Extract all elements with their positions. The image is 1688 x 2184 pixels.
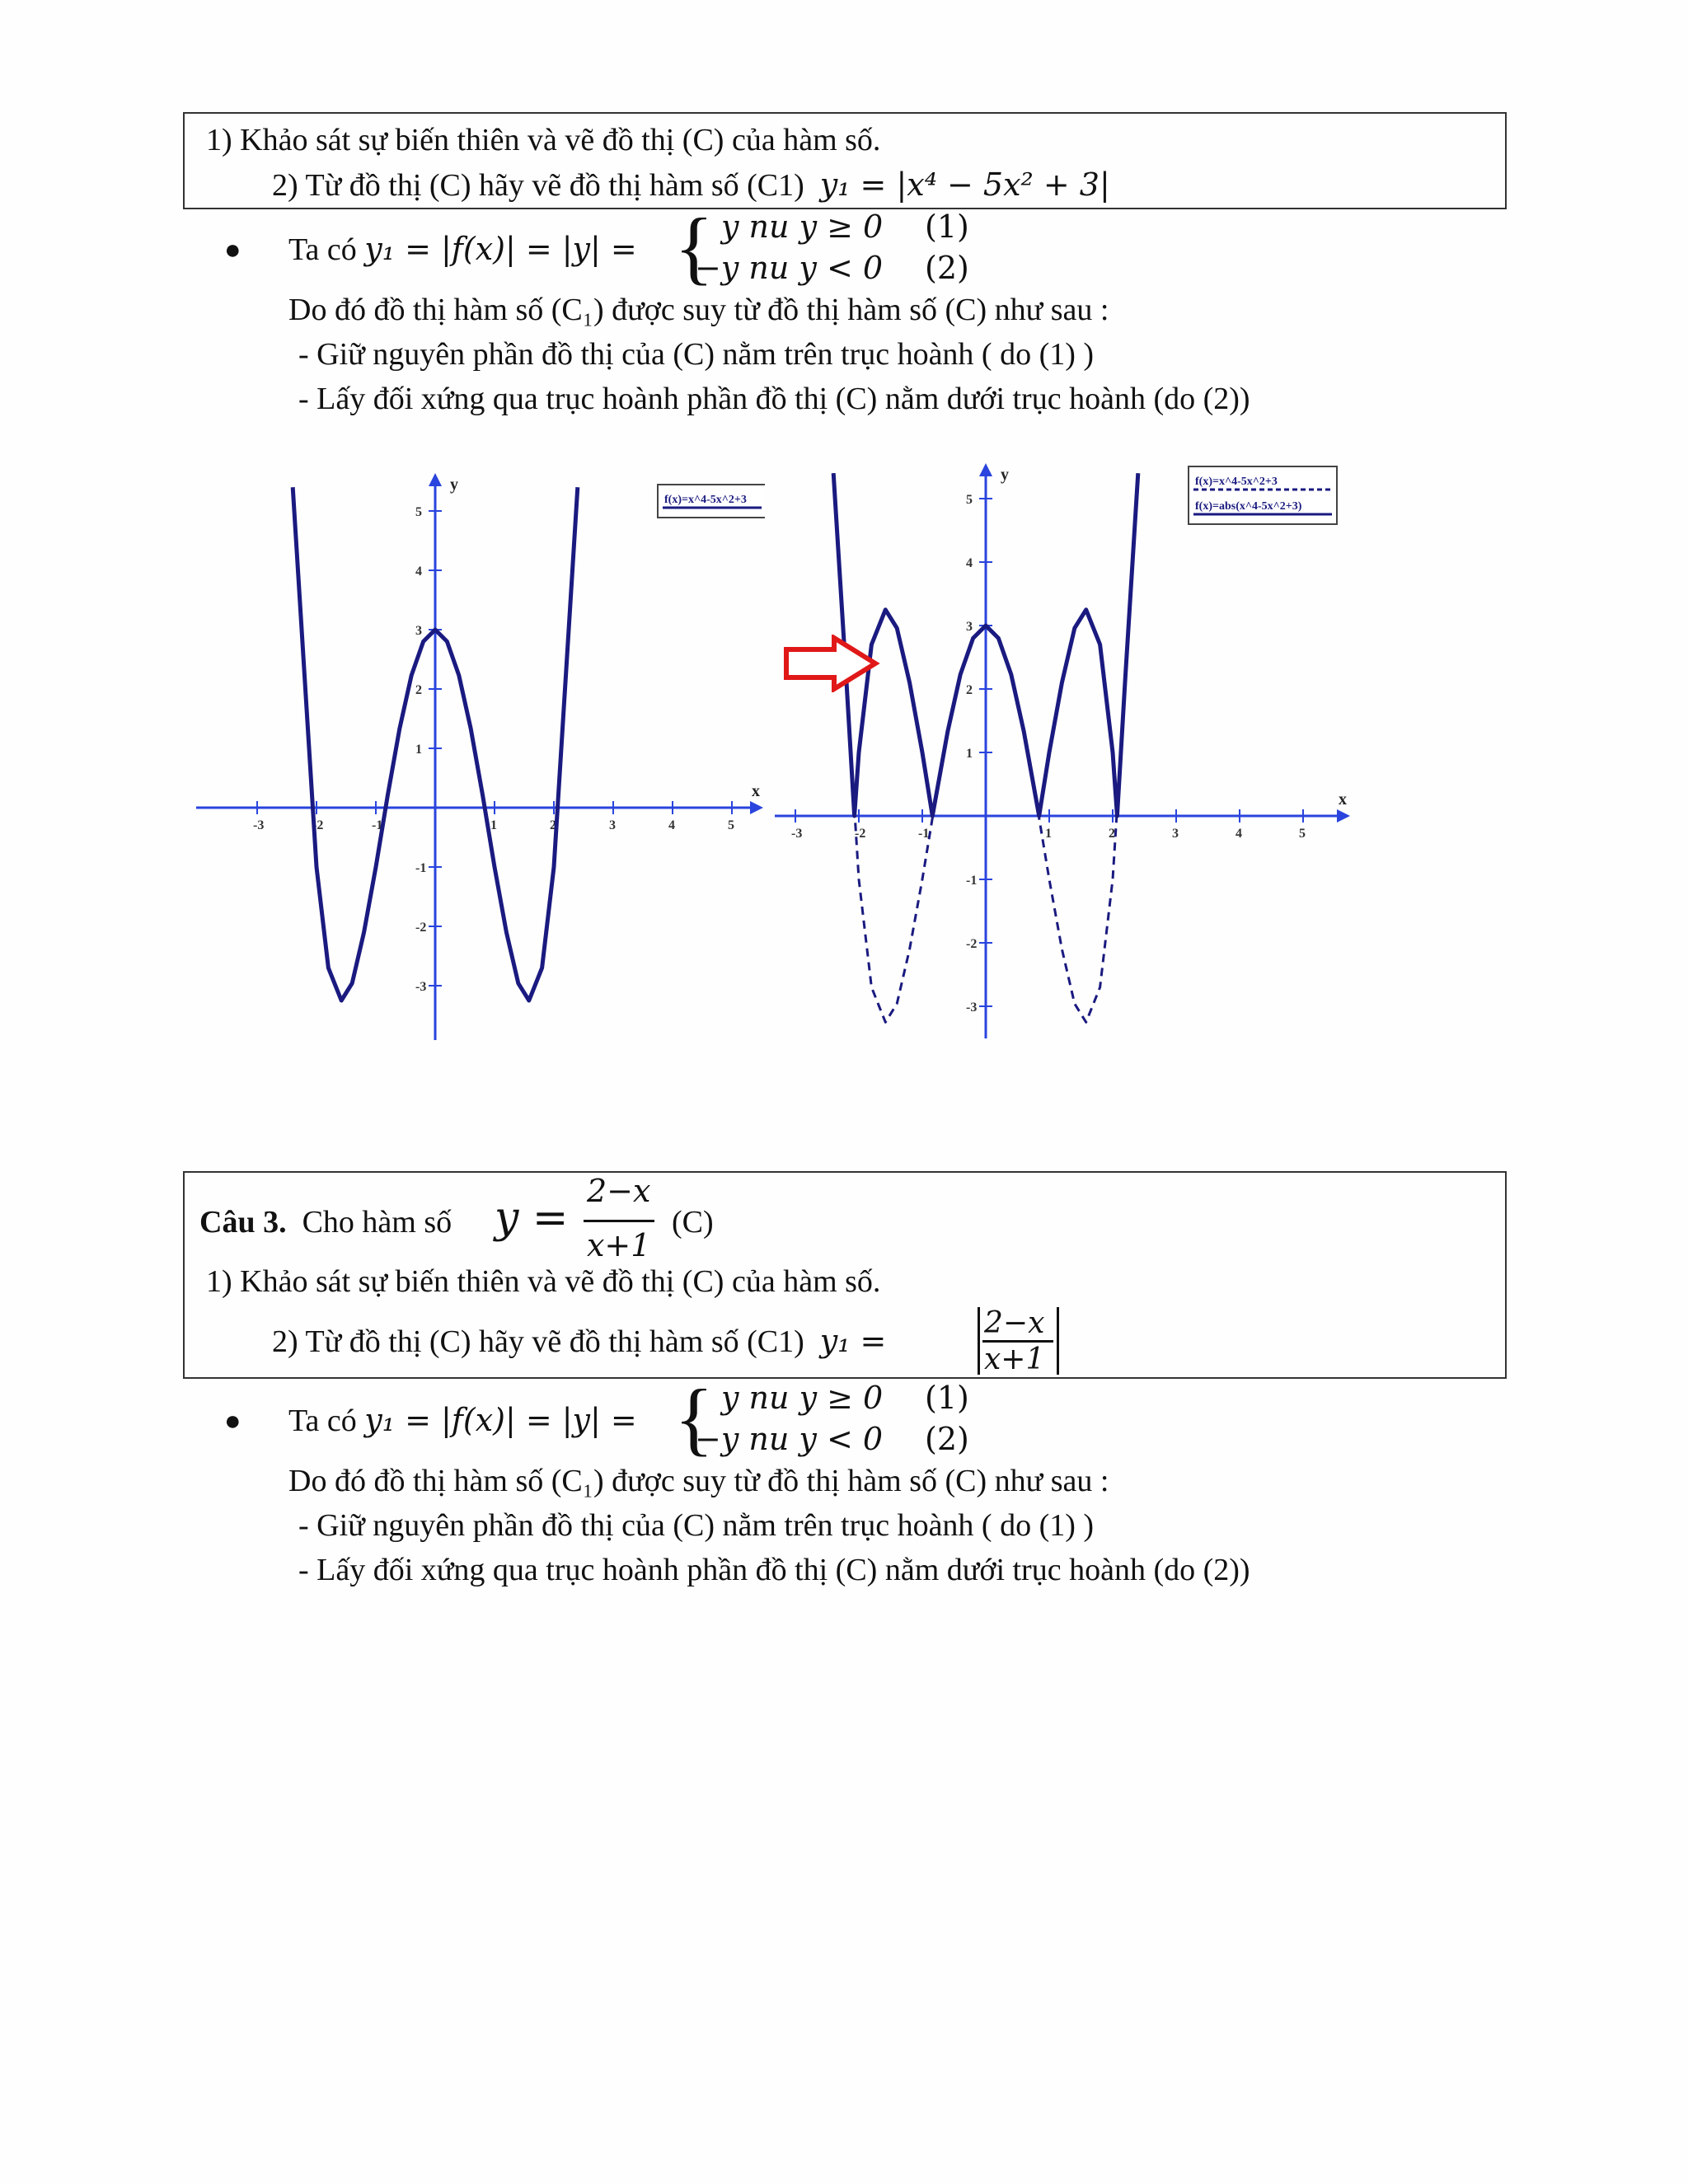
brace-icon: { [674,201,714,293]
x-tick-label: 2 [550,818,556,832]
cau3-fraction-bar [584,1220,654,1222]
y-tick-label: -1 [966,874,978,888]
q2-formula: y₁ = |x⁴ − 5x² + 3| [819,166,1110,203]
x-tick-label: -1 [918,827,930,841]
cau3-den: x+1 [587,1227,651,1263]
x-tick-label: -2 [312,818,324,832]
y-axis-label: y [1001,466,1009,484]
y-tick-label: -3 [415,980,427,994]
taco-line [288,233,637,265]
taco-label: Ta có [288,232,357,267]
cau3-header [199,1207,452,1238]
x-tick-label: 4 [1236,827,1242,841]
cau3-cho: Cho hàm số [302,1205,452,1240]
legend-label: f(x)=x^4-5x^2+3 [664,494,747,506]
legend-label: f(x)=x^4-5x^2+3 [1195,476,1278,488]
chart-right [775,462,1352,1038]
cau3-taco-formula: y₁ = |f(x)| = |y| = [364,1402,637,1438]
x-tick-label: 5 [728,818,734,832]
legend-label: f(x)=abs(x^4-5x^2+3) [1195,500,1302,513]
x-tick-label: -3 [791,827,803,841]
y-tick-label: 3 [415,624,422,638]
x-tick-label: 3 [1172,827,1179,841]
rule1: - Giữ nguyên phần đồ thị của (C) nằm trên trục hoành ( do (1) ) [298,337,1095,372]
x-tick-label: 2 [1109,827,1115,841]
rule2: - Lấy đối xứng qua trục hoành phần đồ thị (C) nằm dưới trục hoành (do (2)) [298,382,1250,416]
y-tick-label: -2 [966,937,978,951]
y-tick-label: 1 [966,747,973,761]
x-tick-label: -1 [372,818,383,832]
y-tick-label: 5 [415,505,422,519]
case1-num: (1) [925,209,969,245]
x-tick-label: -2 [855,827,866,841]
y-tick-label: -1 [415,861,427,875]
cau3-q2-den: x+1 [984,1343,1045,1376]
y-tick-label: -2 [415,921,427,935]
q2-part2 [272,166,1110,203]
y-tick-label: 4 [415,565,422,579]
case1: y nu y ≥ 0 [721,209,884,245]
x-axis-arrow-icon [1337,809,1350,823]
y-tick-label: 3 [966,620,973,634]
y-tick-label: 2 [415,683,422,697]
red-arrow-icon [783,635,882,692]
y-axis-arrow-icon [979,463,992,476]
brace-icon: { [674,1372,714,1464]
cau3-q2 [272,1325,886,1357]
abs-bar-left [978,1307,980,1375]
abs-bar-right [1057,1307,1059,1375]
cau3-case2-num: (2) [925,1421,969,1457]
y-tick-label: 4 [966,556,973,570]
cau3-rule2: - Lấy đối xứng qua trục hoành phần đồ thị (C) nằm dưới trục hoành (do (2)) [298,1553,1250,1587]
q2-part2-text: 2) Từ đồ thị (C) hãy vẽ đồ thị hàm số (C1) [272,168,804,203]
x-tick-label: 5 [1299,827,1306,841]
cau3-case2: −y nu y < 0 [695,1421,884,1457]
cau3-case1: y nu y ≥ 0 [721,1380,884,1416]
y-tick-label: 2 [966,683,973,697]
cau3-q2-num: 2−x [984,1306,1045,1340]
case2: −y nu y < 0 [695,250,884,286]
cau3-num: 2−x [587,1173,651,1209]
cau3-rule1: - Giữ nguyên phần đồ thị của (C) nằm trên trục hoành ( do (1) ) [298,1508,1095,1543]
x-tick-label: 3 [609,818,616,832]
x-axis-label: x [1339,790,1347,808]
cau3-q1: 1) Khảo sát sự biến thiên và vẽ đồ thị (C) của hàm số. [206,1264,881,1299]
cau3-taco-line [288,1404,637,1436]
x-axis-label: x [752,782,760,800]
y-axis-arrow-icon [429,473,442,486]
y-tick-label: 1 [415,743,422,757]
cau3-case1-num: (1) [925,1380,969,1416]
x-tick-label: 4 [668,818,675,832]
chart-left [196,471,765,1040]
cau3-do-do-text: Do đó đồ thị hàm số (C₁) được suy từ đồ thị hàm số (C) như sau : [288,1464,1109,1498]
taco-formula: y₁ = |f(x)| = |y| = [364,231,637,267]
y-tick-label: 5 [966,493,973,507]
x-axis-arrow-icon [750,801,763,814]
y-tick-label: -3 [966,1001,978,1015]
cau3-y: y = [495,1193,569,1243]
case2-num: (2) [925,250,969,286]
cau3-q2-text: 2) Từ đồ thị (C) hãy vẽ đồ thị hàm số (C1) [272,1324,804,1359]
x-tick-label: 1 [490,818,497,832]
bullet-icon: ● [224,235,241,265]
do-do-text: Do đó đồ thị hàm số (C₁) được suy từ đồ thị hàm số (C) như sau : [288,293,1109,327]
cau3-q2-y: y₁ = [819,1323,887,1359]
y-axis-label: y [450,476,458,494]
cau3-taco-label: Ta có [288,1404,357,1438]
cau3-c: (C) [672,1205,714,1240]
x-tick-label: 1 [1045,827,1052,841]
x-tick-label: -3 [253,818,265,832]
cau3-label: Câu 3. [199,1205,287,1240]
bullet-icon: ● [224,1406,241,1436]
q2-part1: 1) Khảo sát sự biến thiên và vẽ đồ thị (C) của hàm số. [206,123,881,157]
